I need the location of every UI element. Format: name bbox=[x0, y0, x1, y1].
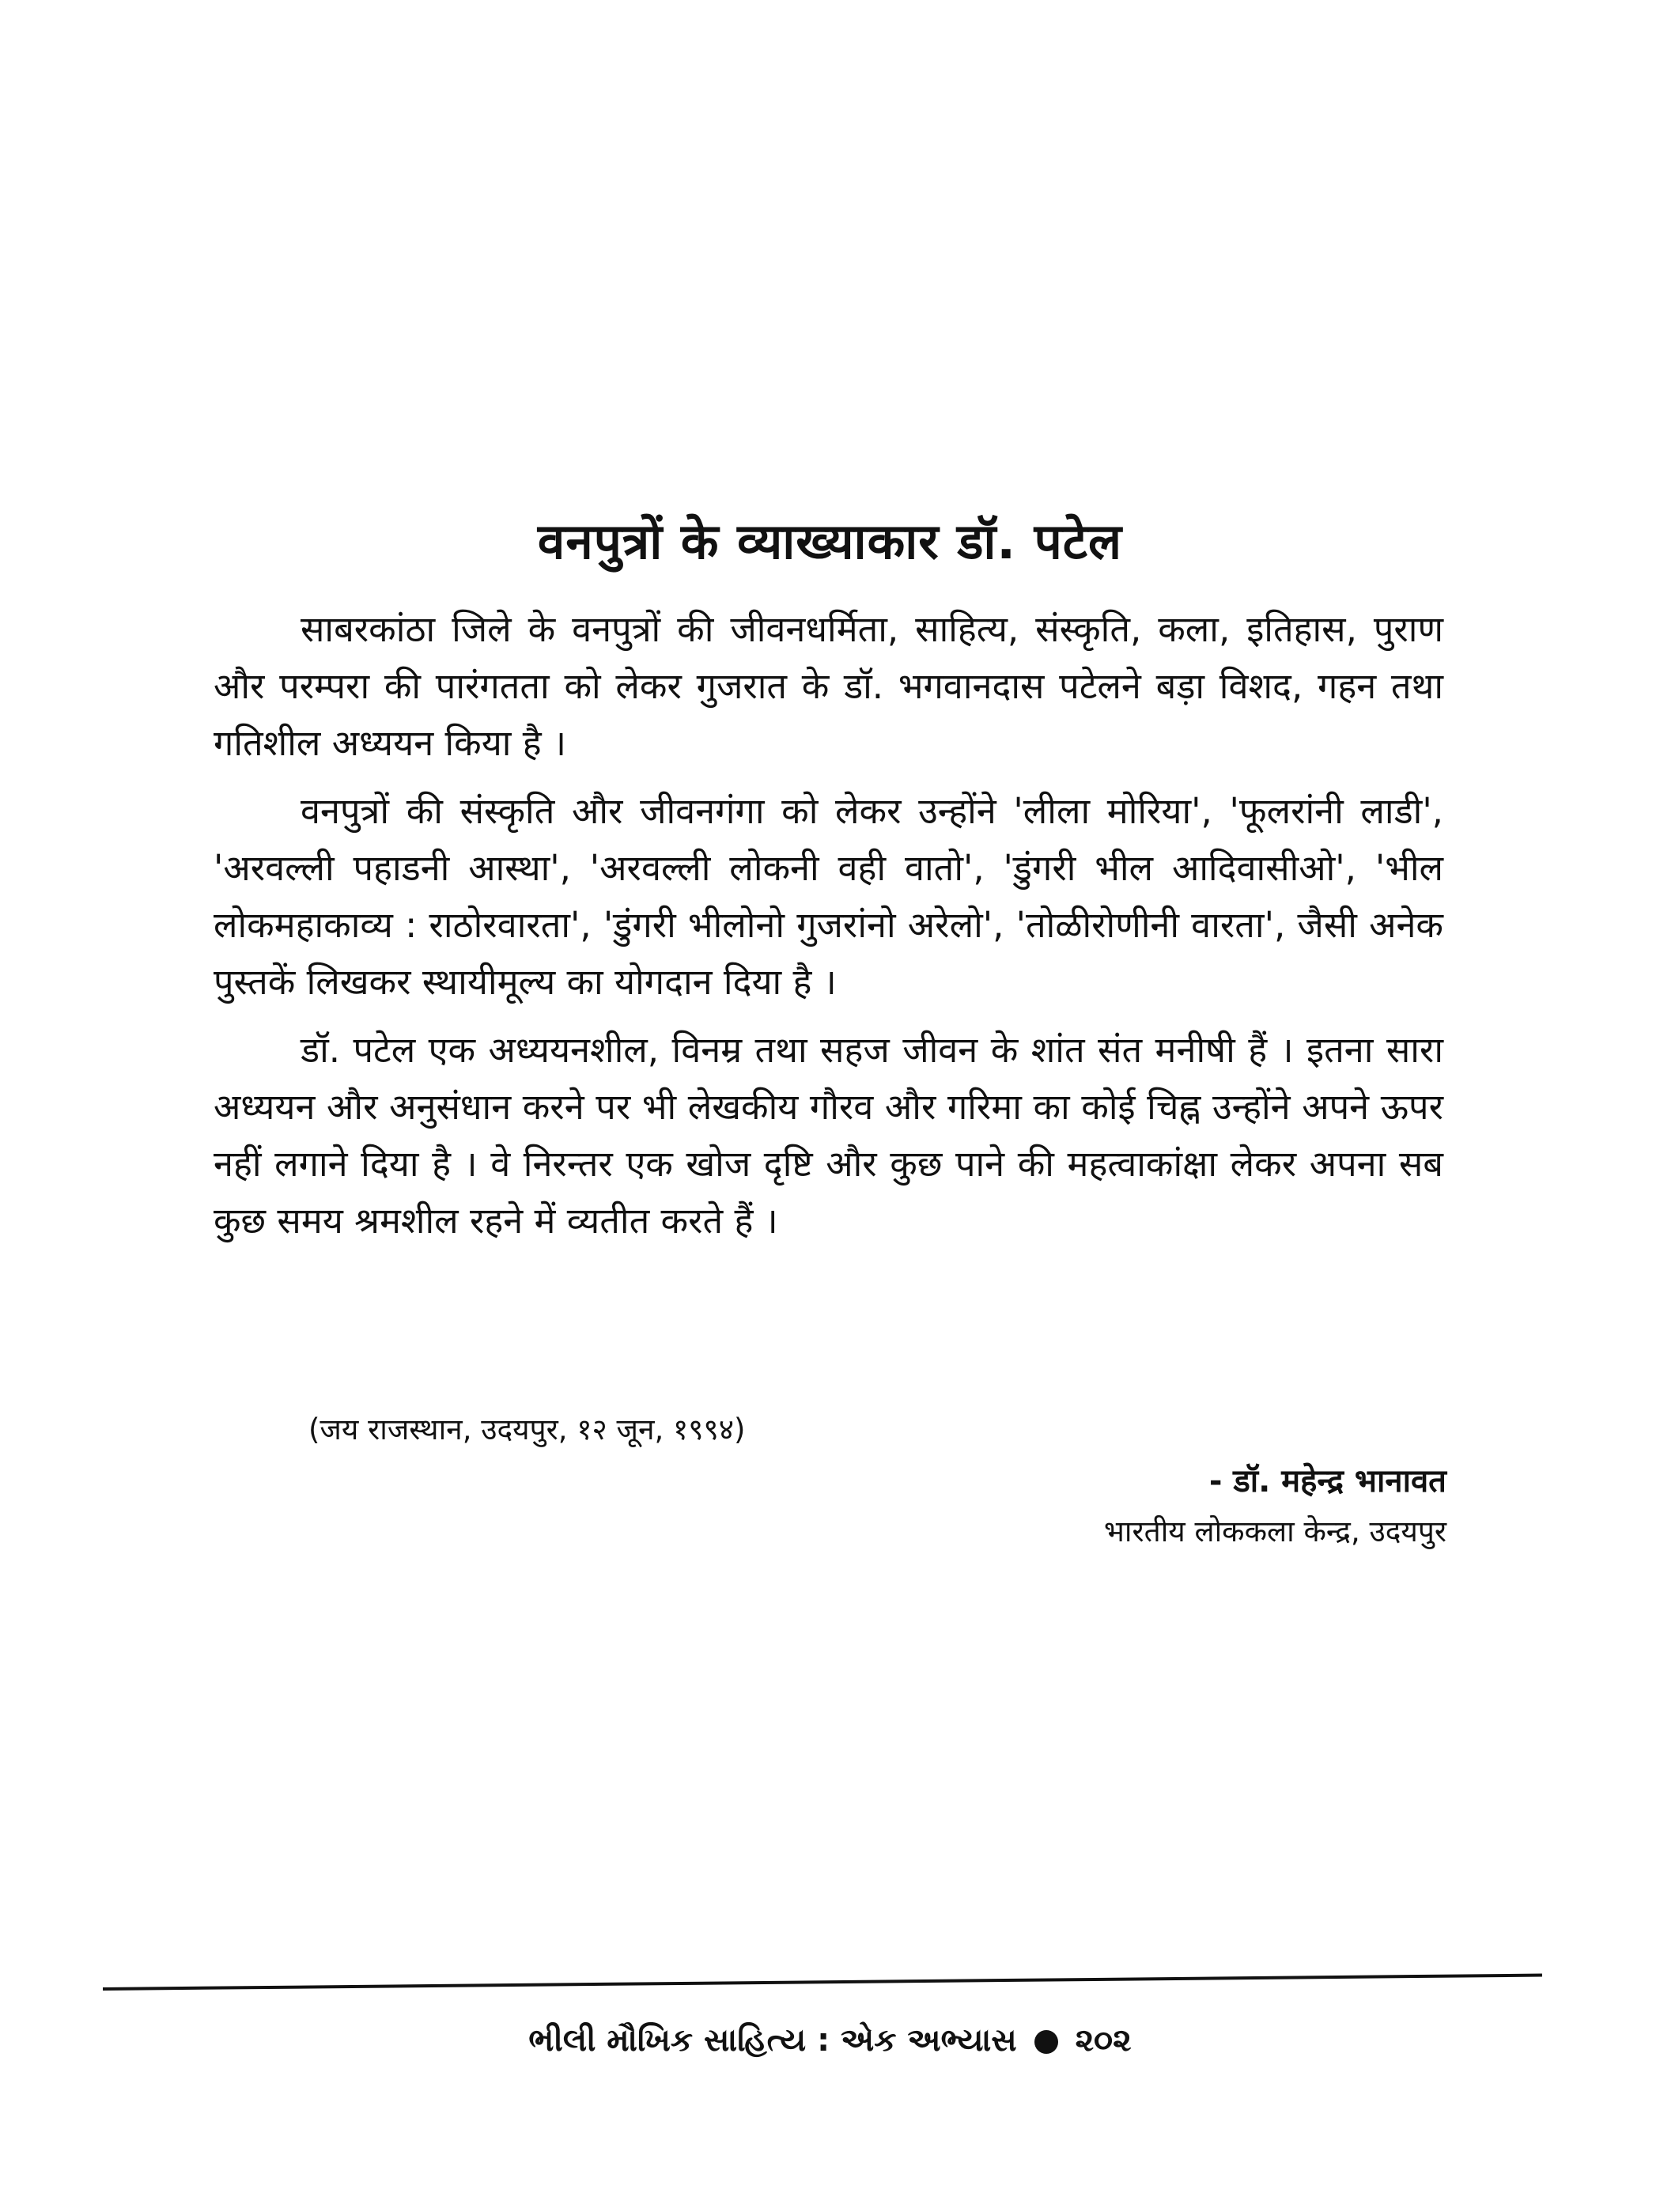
author-name: - डॉ. महेन्द्र भानावत bbox=[1208, 1463, 1446, 1499]
paragraph-2: वनपुत्रों की संस्कृति और जीवनगंगा को लेकर उन्होंने 'लीला मोरिया', 'फूलरांनी लाडी', 'अरवल्ली पहाडनी आस्था', 'अरवल्ली लोकनी वही वातो', 'डुंगरी भील आदिवासीओ', 'भील लोकमहाकाव्य : राठोरवारता', 'डुंगरी भीलोनो गुजरांनो अरेलो', 'तोळीरोणीनी वारता', जैसी अनेक पुस्तकें लिखकर स्थायीमूल्य का योगदान दिया है । bbox=[214, 790, 1443, 1003]
paragraph-3: डॉ. पटेल एक अध्ययनशील, विनम्र तथा सहज जीवन के शांत संत मनीषी हैं । इतना सारा अध्ययन और अनुसंधान करने पर भी लेखकीय गौरव और गरिमा का कोई चिह्न उन्होंने अपने ऊपर नहीं लगाने दिया है । वे निरन्तर एक खोज दृष्टि और कुछ पाने की महत्वाकांक्षा लेकर अपना सब कुछ समय श्रमशील रहने में व्यतीत करते हैं । bbox=[214, 1029, 1443, 1242]
footer-rule bbox=[103, 1974, 1542, 1991]
page-number: ૨૦૨ bbox=[1075, 2022, 1132, 2059]
article-body bbox=[214, 601, 1443, 1261]
source-citation: (जय राजस्थान, उदयपुर, १२ जून, १९९४) bbox=[308, 1412, 746, 1446]
author-organization: भारतीय लोककला केन्द्र, उदयपुर bbox=[1103, 1514, 1446, 1548]
paragraph-1: साबरकांठा जिले के वनपुत्रों की जीवनधर्मिता, साहित्य, संस्कृति, कला, इतिहास, पुराण और परम्परा की पारंगतता को लेकर गुजरात के डॉ. भगवानदास पटेलने बड़ा विशद, गहन तथा गतिशील अध्ययन किया है । bbox=[214, 608, 1443, 764]
signature-block bbox=[1104, 1455, 1446, 1556]
page-title: वनपुत्रों के व्याख्याकार डॉ. पटेल bbox=[537, 512, 1123, 570]
bullet-icon bbox=[1034, 2030, 1058, 2054]
footer-book-title: ભીલી મૌખિક સાહિત્ય : એક અભ્યાસ bbox=[528, 2022, 1017, 2059]
page-footer bbox=[0, 2017, 1660, 2064]
